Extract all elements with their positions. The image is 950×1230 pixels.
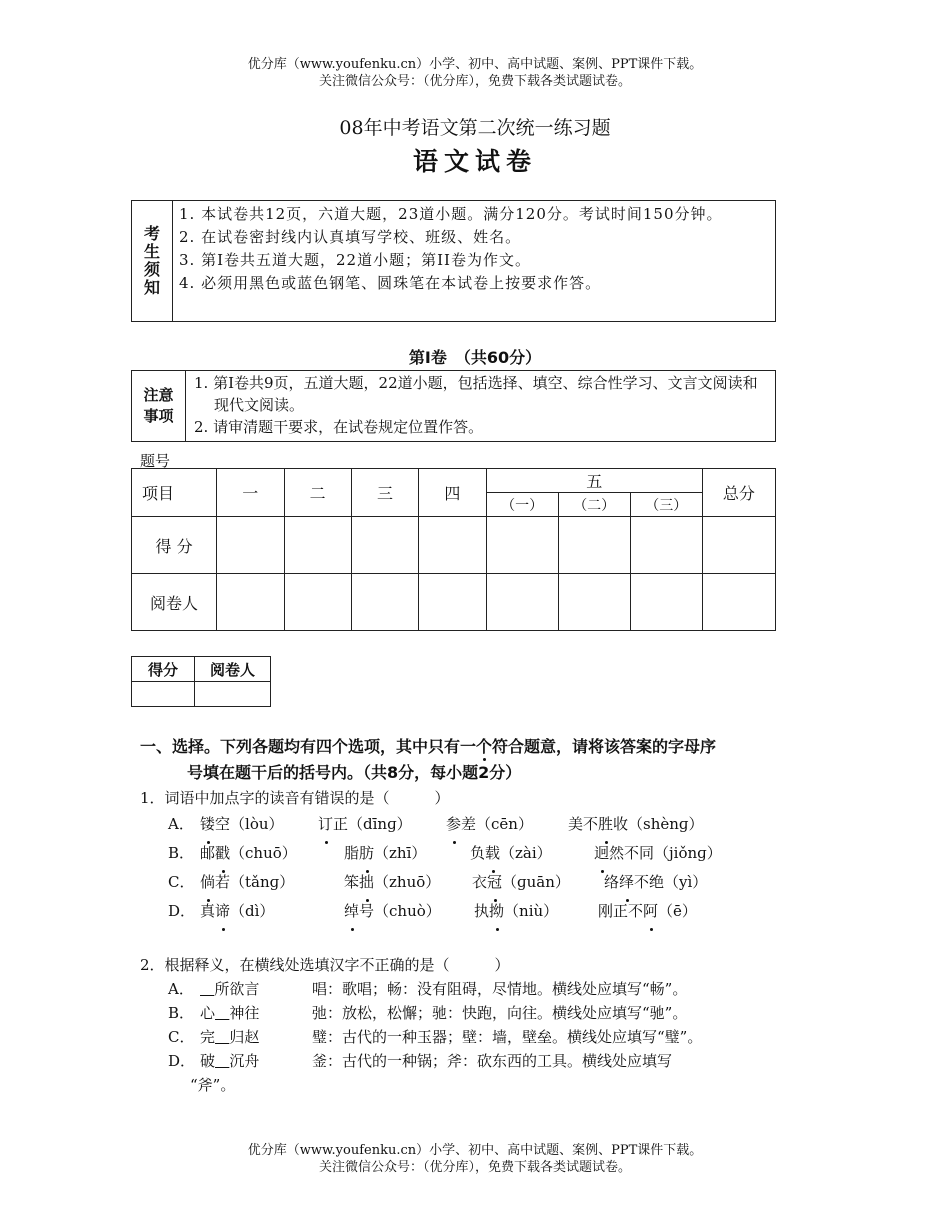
exam-subtitle: 08年中考语文第二次统一练习题: [339, 117, 611, 139]
page-header: [0, 56, 950, 90]
score-cell[interactable]: [486, 517, 558, 574]
score-cell[interactable]: [558, 517, 630, 574]
col-header: 三: [351, 469, 418, 517]
q1-option-a[interactable]: A． 镂空（lòu） 订正（dīnɡ） 参差（cēn） 美不胜收（shènɡ）: [168, 810, 840, 839]
grader-cell[interactable]: [351, 574, 418, 631]
mini-score-label: 得分: [132, 657, 195, 682]
score-cell[interactable]: [630, 517, 702, 574]
q2-option-d[interactable]: D． 破 沉舟 釜：古代的一种锅；斧：砍东西的工具。横线处应填写 “斧”。: [168, 1052, 673, 1094]
q2-option-a[interactable]: A． 所欲言 唱：歌唱；畅：没有阻碍，尽情地。横线处应填写“畅”。: [168, 980, 688, 998]
question-2: [140, 953, 840, 1097]
question-1: [140, 786, 840, 926]
attention-item: 2. 请审清题干要求，在试卷规定位置作答。: [194, 418, 484, 436]
score-table-caption: 题号: [140, 452, 171, 470]
score-cell[interactable]: [419, 517, 486, 574]
grader-cell[interactable]: [419, 574, 486, 631]
grader-cell[interactable]: [558, 574, 630, 631]
notice-item: 3. 第I卷共五道大题，22道小题；第II卷为作文。: [179, 251, 531, 269]
score-cell[interactable]: [351, 517, 418, 574]
footer-line-1: 优分库（www.youfenku.cn）小学、初中、高中试题、案例、PPT课件下载。: [247, 1143, 703, 1158]
part1-heading: 一、选择。下列各题均有四个选项，其中只有一个符合题意，请将该答案的字母序 号填在题干后的括号内。（共8分，每小题2分）: [140, 737, 717, 782]
score-cell[interactable]: [702, 517, 775, 574]
notice-item: 4. 必须用黑色或蓝色钢笔、圆珠笔在本试卷上按要求作答。: [179, 274, 602, 292]
grader-cell[interactable]: [630, 574, 702, 631]
header-line-2: 关注微信公众号：（优分库），免费下载各类试题试卷。: [318, 74, 631, 89]
q2-option-c[interactable]: C． 完 归赵 璧：古代的一种玉器；壁：墙，壁垒。横线处应填写“璧”。: [168, 1028, 703, 1046]
mini-grader-label: 阅卷人: [195, 657, 271, 682]
footer-line-2: 关注微信公众号：（优分库），免费下载各类试题试卷。: [318, 1160, 631, 1175]
section-title: 第I卷 （共60分）: [408, 348, 542, 367]
grader-cell[interactable]: [486, 574, 558, 631]
attention-item: 1. 第I卷共9页，五道大题，22道小题，包括选择、填空、综合性学习、文言文阅读和现代文阅读。: [194, 374, 758, 414]
candidate-notice-box: [131, 200, 776, 322]
attention-items: [186, 371, 776, 442]
page-footer: [0, 1142, 950, 1176]
question-1-stem: 1．词语中加点字的读音有错误的是（ ）: [140, 789, 450, 807]
col-subheader: （二）: [558, 493, 630, 517]
row-label-score: 得 分: [132, 517, 217, 574]
row-header-label: 项目: [132, 469, 217, 517]
header-line-1: 优分库（www.youfenku.cn）小学、初中、高中试题、案例、PPT课件下载。: [247, 57, 703, 72]
score-cell[interactable]: [217, 517, 284, 574]
col-header-five: 五: [486, 469, 702, 493]
section-score-table: [131, 656, 271, 707]
col-header: 一: [217, 469, 284, 517]
candidate-notice-items: [173, 201, 776, 322]
q1-option-d[interactable]: D． 真谛（dì） 绰号（chuò） 执拗（niù） 刚正不阿（ē）: [168, 897, 840, 926]
grader-cell[interactable]: [284, 574, 351, 631]
exam-title: 语文试卷: [412, 147, 537, 176]
col-header: 四: [419, 469, 486, 517]
candidate-notice-label: 考 生 须 知: [132, 201, 173, 322]
col-subheader: （三）: [630, 493, 702, 517]
col-header-total: 总分: [702, 469, 775, 517]
attention-box: [131, 370, 776, 442]
row-label-grader: 阅卷人: [132, 574, 217, 631]
question-2-stem: 2．根据释义，在横线处选填汉字不正确的是（ ）: [140, 956, 510, 974]
grader-cell[interactable]: [702, 574, 775, 631]
score-table: [131, 468, 776, 631]
q2-option-b[interactable]: B． 心 神往 弛：放松，松懈；驰：快跑，向往。横线处应填写“驰”。: [168, 1004, 688, 1022]
mini-grader-cell[interactable]: [195, 682, 271, 707]
attention-label: 注意 事项: [132, 371, 186, 442]
mini-score-cell[interactable]: [132, 682, 195, 707]
grader-cell[interactable]: [217, 574, 284, 631]
notice-item: 2. 在试卷密封线内认真填写学校、班级、姓名。: [179, 228, 522, 246]
score-cell[interactable]: [284, 517, 351, 574]
notice-item: 1. 本试卷共12页，六道大题，23道小题。满分120分。考试时间150分钟。: [179, 205, 723, 223]
col-subheader: （一）: [486, 493, 558, 517]
q1-option-c[interactable]: C． 倘若（tǎnɡ） 笨拙（zhuō） 衣冠（ɡuān） 络绎不绝（yì）: [168, 868, 840, 897]
col-header: 二: [284, 469, 351, 517]
q1-option-b[interactable]: B． 邮戳（chuō） 脂肪（zhī） 负载（zài） 迥然不同（jiǒnɡ）: [168, 839, 840, 868]
